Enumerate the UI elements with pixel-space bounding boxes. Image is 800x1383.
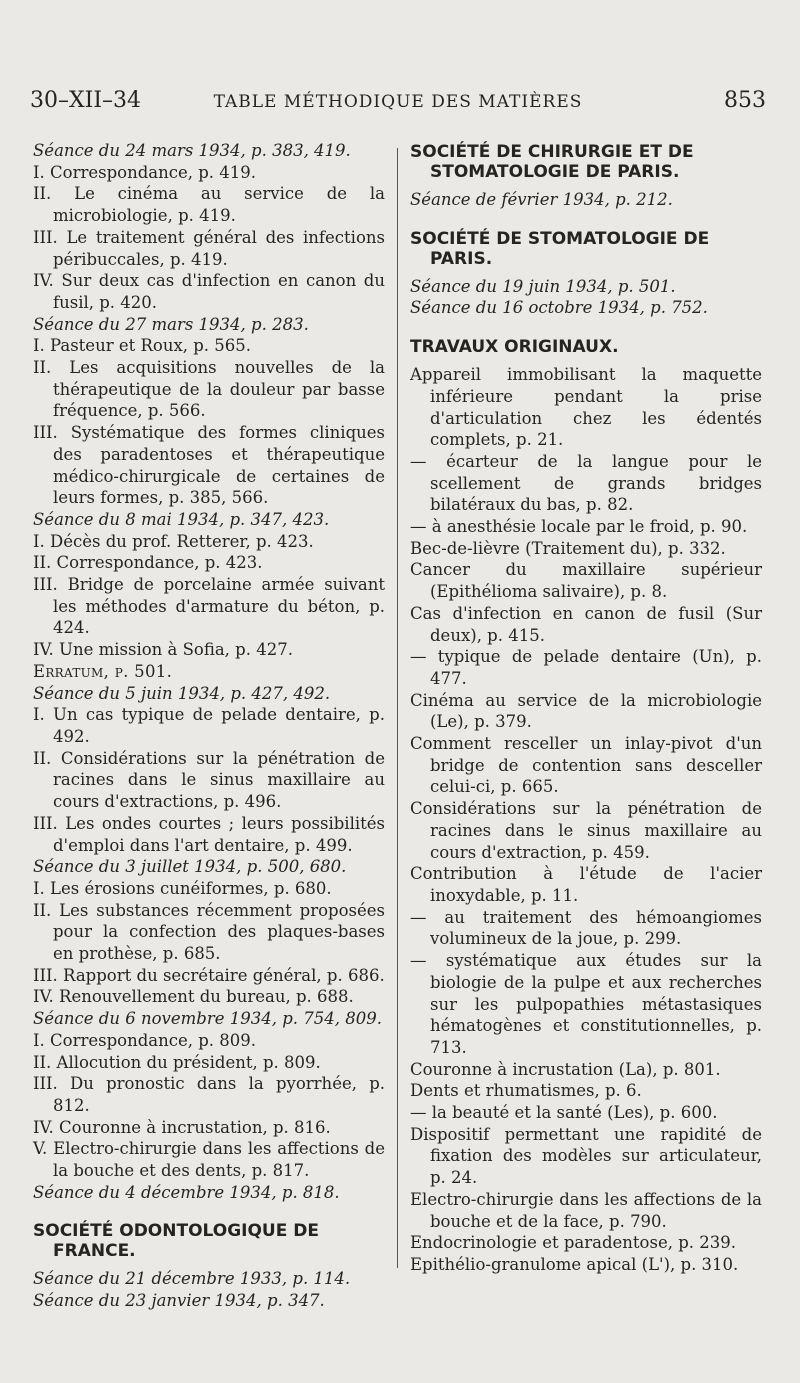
index-entry: Appareil immobilisant la maquette inférieure pendant la prise d'articulation chez les édentés complets, p. 21. bbox=[410, 365, 762, 450]
index-entry: II. Correspondance, p. 423. bbox=[33, 553, 263, 573]
index-entry: I. Pasteur et Roux, p. 565. bbox=[33, 336, 252, 356]
index-entry: II. Allocution du président, p. 809. bbox=[33, 1052, 321, 1072]
index-entry: Séance du 19 juin 1934, p. 501. bbox=[410, 276, 676, 296]
index-entry: Couronne à incrustation (La), p. 801. bbox=[410, 1059, 721, 1079]
index-entry: III. Les ondes courtes ; leurs possibilités d'emploi dans l'art dentaire, p. 499. bbox=[33, 813, 385, 855]
section-heading: SOCIÉTÉ DE CHIRURGIE ET DE STOMATOLOGIE DE PARIS. bbox=[410, 142, 694, 182]
index-entry: I. Correspondance, p. 809. bbox=[33, 1030, 257, 1050]
index-entry: III. Systématique des formes cliniques des paradentoses et thérapeutique médico-chirurgicale de certaines de leurs formes, p. 385, 566. bbox=[33, 423, 385, 508]
index-entry: V. Electro-chirurgie dans les affections de la bouche et des dents, p. 817. bbox=[33, 1139, 385, 1181]
index-entry: Considérations sur la pénétration de racines dans le sinus maxillaire au cours d'extraction, p. 459. bbox=[410, 799, 762, 862]
index-entry: Séance du 3 juillet 1934, p. 500, 680. bbox=[33, 857, 347, 877]
index-entry: — à anesthésie locale par le froid, p. 90. bbox=[410, 517, 748, 537]
index-entry: II. Le cinéma au service de la microbiologie, p. 419. bbox=[33, 184, 385, 226]
index-entry: II. Les substances récemment proposées pour la confection des plaques-bases en prothèse, p. 685. bbox=[33, 900, 385, 964]
index-entry: Séance du 27 mars 1934, p. 283. bbox=[33, 314, 309, 334]
header-date: 30–XII–34 bbox=[30, 88, 142, 113]
index-entry: Séance du 24 mars 1934, p. 383, 419. bbox=[33, 141, 351, 160]
index-entry: Cas d'infection en canon de fusil (Sur deux), p. 415. bbox=[410, 603, 762, 645]
page-number: 853 bbox=[724, 88, 766, 113]
index-entry: — typique de pelade dentaire (Un), p. 477. bbox=[410, 647, 762, 688]
index-entry: Comment resceller un inlay-pivot d'un bridge de contention sans desceller celui-ci, p. 665. bbox=[410, 734, 762, 797]
index-entry: Séance du 6 novembre 1934, p. 754, 809. bbox=[33, 1009, 382, 1029]
index-entry: IV. Renouvellement du bureau, p. 688. bbox=[33, 987, 354, 1007]
section-heading: SOCIÉTÉ DE STOMATOLOGIE DE PARIS. bbox=[410, 228, 710, 269]
index-entry: Séance du 23 janvier 1934, p. 347. bbox=[33, 1291, 325, 1311]
index-entry: III. Rapport du secrétaire général, p. 686. bbox=[33, 965, 385, 985]
header-title: TABLE MÉTHODIQUE DES MATIÈRES bbox=[213, 92, 583, 112]
running-header bbox=[30, 88, 766, 118]
index-entry: I. Correspondance, p. 419. bbox=[33, 162, 257, 182]
index-entry: Dents et rhumatismes, p. 6. bbox=[410, 1081, 642, 1101]
index-entry: Erratum, p. 501. bbox=[33, 661, 173, 681]
index-entry: IV. Couronne à incrustation, p. 816. bbox=[33, 1117, 331, 1137]
index-entry: Séance du 4 décembre 1934, p. 818. bbox=[33, 1182, 340, 1202]
index-entry: I. Un cas typique de pelade dentaire, p. 492. bbox=[33, 705, 385, 746]
index-entry: Cancer du maxillaire supérieur (Epithélioma salivaire), p. 8. bbox=[410, 560, 762, 602]
column-divider bbox=[397, 148, 398, 1268]
index-entry: Endocrinologie et paradentose, p. 239. bbox=[410, 1233, 736, 1253]
index-entry: Bec-de-lièvre (Traitement du), p. 332. bbox=[410, 538, 726, 558]
index-entry: Séance du 16 octobre 1934, p. 752. bbox=[410, 298, 708, 318]
index-entry: III. Bridge de porcelaine armée suivant les méthodes d'armature du béton, p. 424. bbox=[33, 575, 385, 638]
index-entry: Contribution à l'étude de l'acier inoxydable, p. 11. bbox=[410, 864, 762, 905]
index-entry: — au traitement des hémoangiomes volumineux de la joue, p. 299. bbox=[410, 907, 762, 949]
index-entry: Séance de février 1934, p. 212. bbox=[410, 190, 673, 209]
index-entry: III. Du pronostic dans la pyorrhée, p. 812. bbox=[33, 1074, 385, 1115]
index-entry: III. Le traitement général des infections péribuccales, p. 419. bbox=[33, 227, 385, 269]
index-entry: Cinéma au service de la microbiologie (Le), p. 379. bbox=[410, 690, 762, 732]
index-entry: II. Considérations sur la pénétration de racines dans le sinus maxillaire au cours d'extractions, p. 496. bbox=[33, 748, 385, 812]
index-entry: I. Décès du prof. Retterer, p. 423. bbox=[33, 531, 314, 551]
left-column bbox=[33, 140, 385, 1312]
index-entry: — systématique aux études sur la biologie de la pulpe et aux recherches sur les pulpopathies métastasiques hématogènes et constitutionnelles, p. 713. bbox=[410, 951, 762, 1057]
index-entry: IV. Une mission à Sofia, p. 427. bbox=[33, 640, 293, 660]
section-heading: TRAVAUX ORIGINAUX. bbox=[410, 337, 619, 358]
index-entry: Séance du 5 juin 1934, p. 427, 492. bbox=[33, 683, 331, 703]
index-entry: I. Les érosions cunéiformes, p. 680. bbox=[33, 878, 332, 898]
index-entry: Dispositif permettant une rapidité de fixation des modèles sur articulateur, p. 24. bbox=[410, 1124, 762, 1188]
index-entry: — la beauté et la santé (Les), p. 600. bbox=[410, 1103, 718, 1123]
index-entry: Séance du 8 mai 1934, p. 347, 423. bbox=[33, 509, 330, 529]
index-entry: Electro-chirurgie dans les affections de la bouche et de la face, p. 790. bbox=[410, 1189, 762, 1231]
index-entry: — écarteur de la langue pour le scellement de grands bridges bilatéraux du bas, p. 82. bbox=[410, 451, 762, 515]
index-entry: IV. Sur deux cas d'infection en canon du fusil, p. 420. bbox=[33, 271, 385, 312]
index-entry: Séance du 21 décembre 1933, p. 114. bbox=[33, 1269, 351, 1289]
index-entry: Epithélio-granulome apical (L'), p. 310. bbox=[410, 1254, 739, 1274]
index-entry: II. Les acquisitions nouvelles de la thérapeutique de la douleur par basse fréquence, p. 566. bbox=[33, 358, 385, 421]
section-heading: SOCIÉTÉ ODONTOLOGIQUE DE FRANCE. bbox=[33, 1221, 319, 1262]
right-column bbox=[410, 140, 762, 1276]
